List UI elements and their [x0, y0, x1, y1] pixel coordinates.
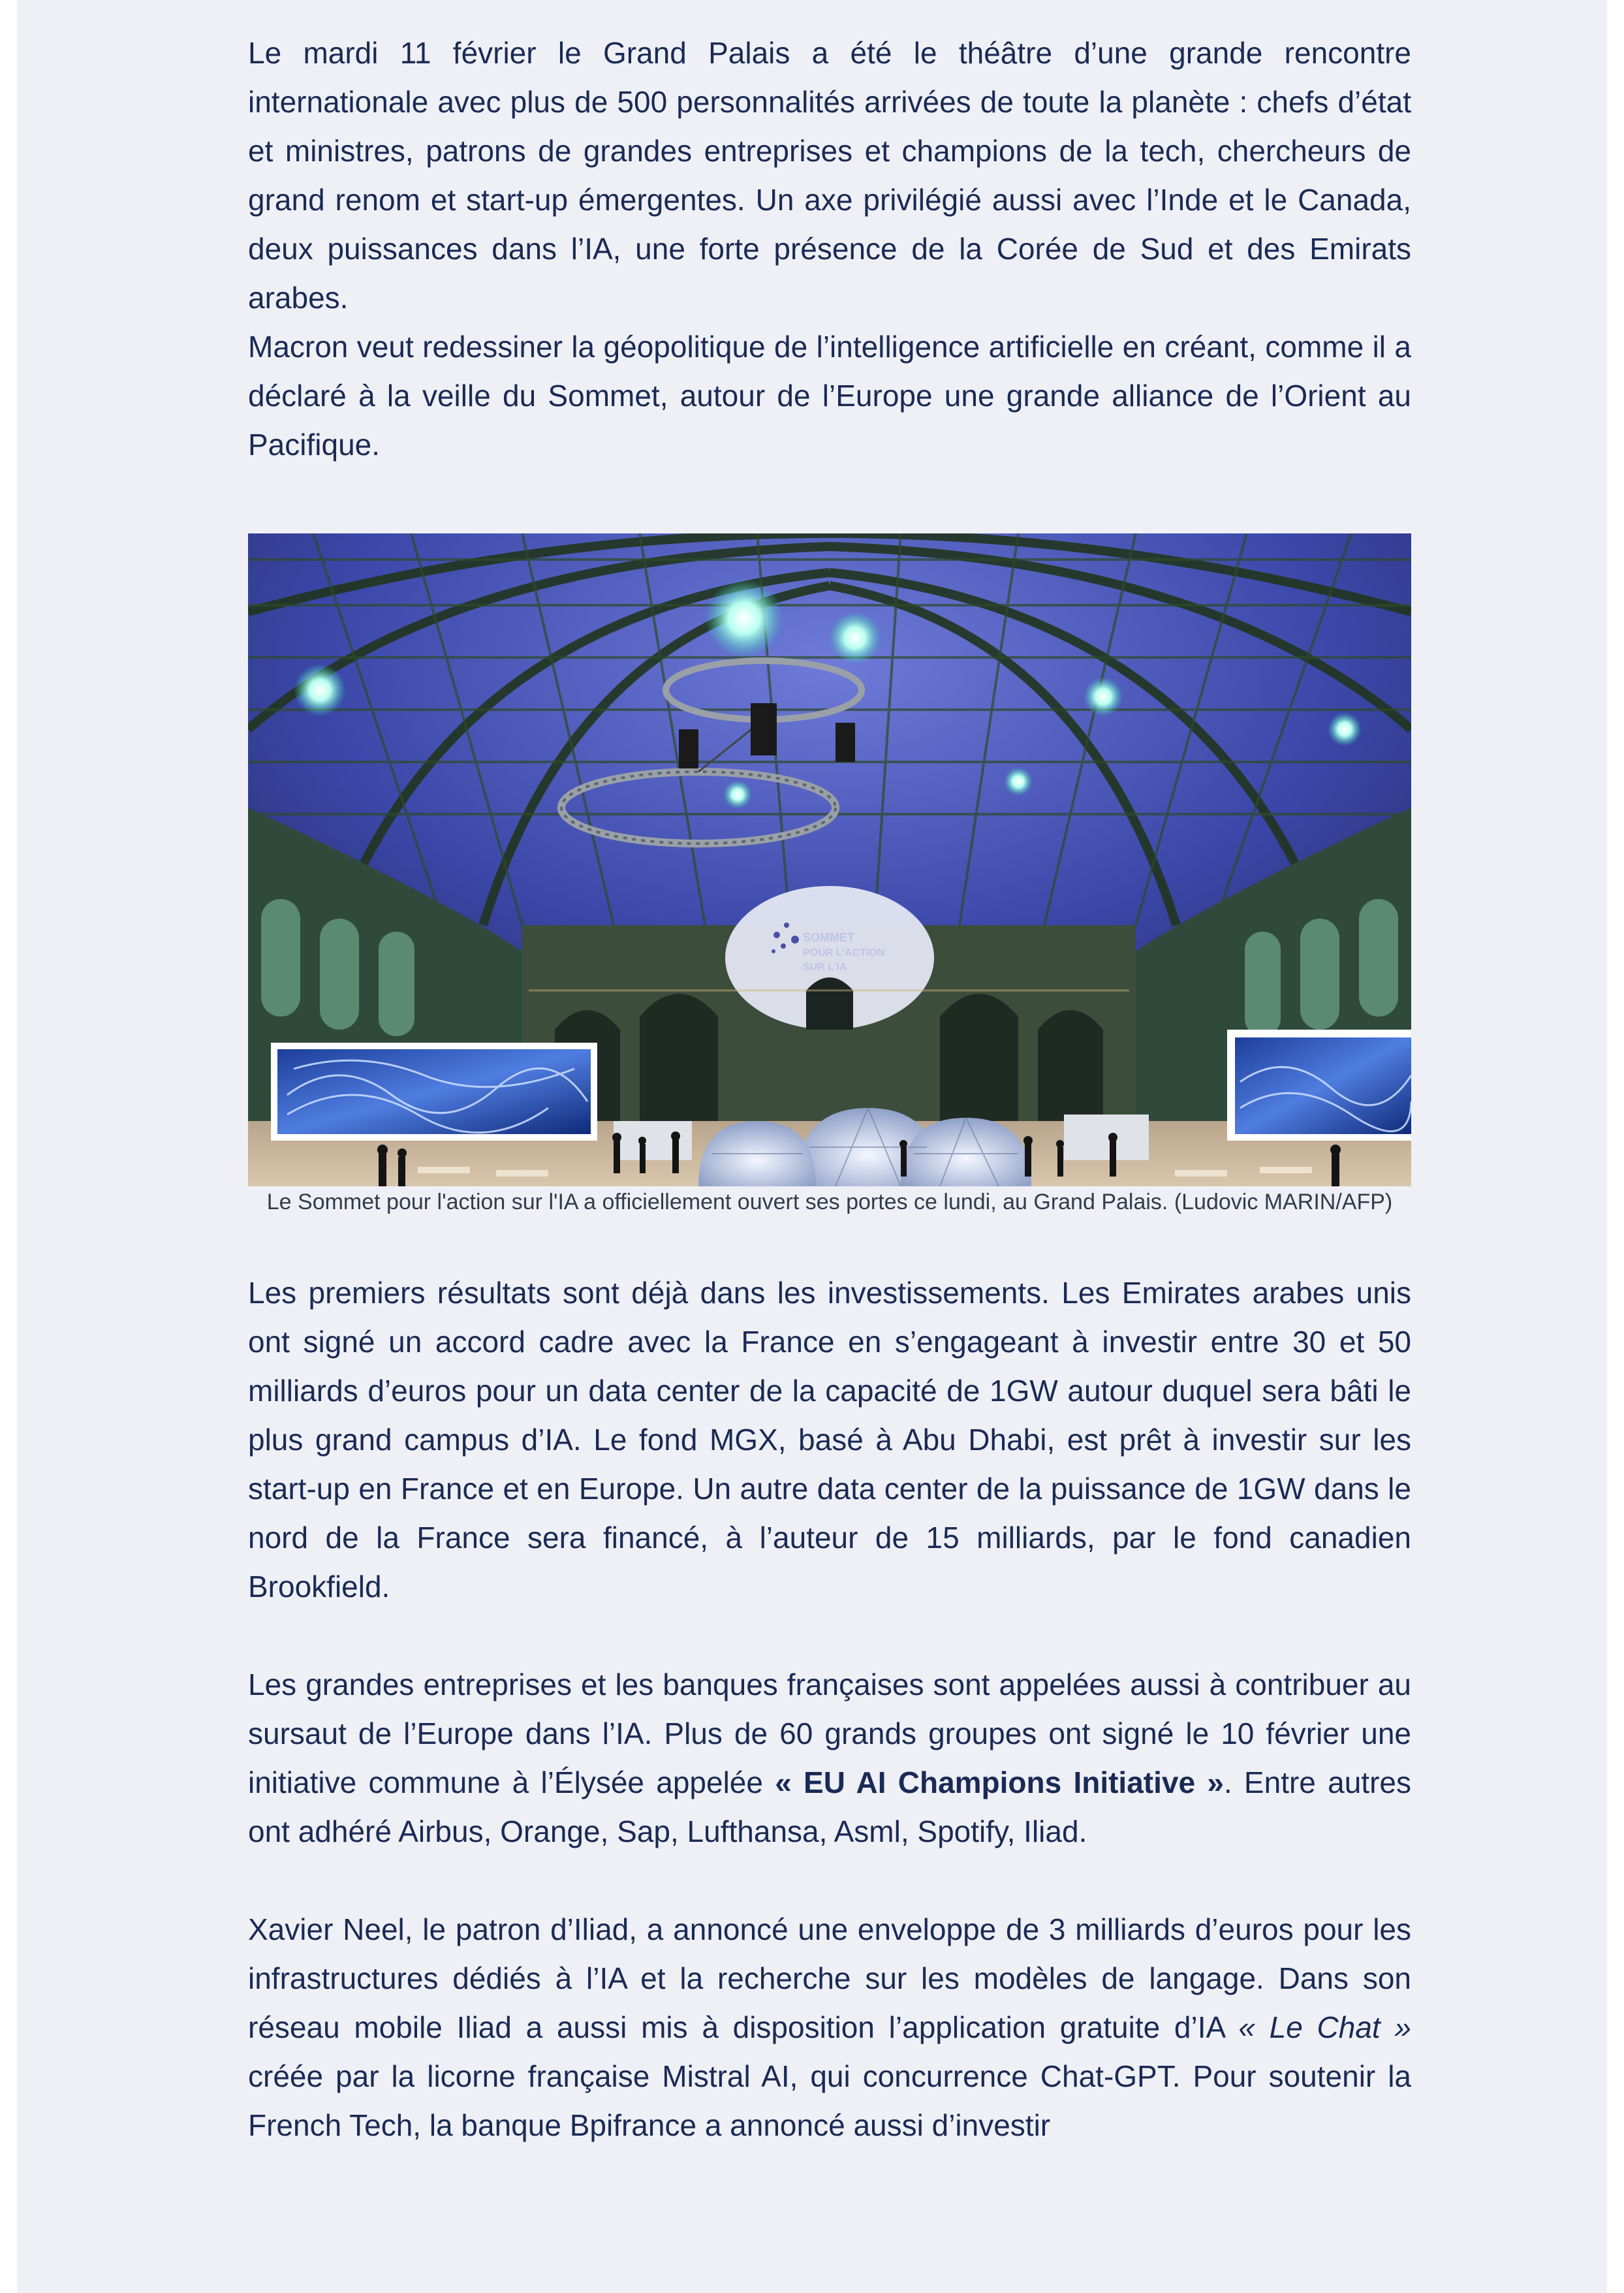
le-chat-app-name: « Le Chat »: [1238, 2010, 1411, 2044]
eu-ai-champions-initiative-name: « EU AI Champions Initiative »: [775, 1765, 1224, 1799]
paragraph-investments: Les premiers résultats sont déjà dans les investissements. Les Emirates arabes unis ont signé un accord cadre avec la France en s’engageant à investir entre 30 et 50 milliards d’euros pour un data center de la capacité de 1GW autour duquel sera bâti le plus grand campus d’IA. Le fond MGX, basé à Abu Dhabi, est prêt à investir sur les start-up en France et en Europe. Un autre data center de la puissance de 1GW dans le nord de la France sera financé, à l’auteur de 15 milliards, par le fond canadien Brookfield.: [248, 1276, 1411, 1604]
summit-logo-line3: SUR L’IA: [803, 962, 847, 973]
grand-palais-photo: [248, 533, 1411, 1186]
paragraph-xavier-neel-start: Xavier Neel, le patron d’Iliad, a annoncé une enveloppe de 3 milliards d’euros pour les infrastructures dédiés à l’IA et la recherche sur les modèles de langage. Dans son réseau mobile Iliad a aussi mis à disposition l’application gratuite d’IA: [248, 1912, 1411, 2044]
paragraph-eu-ai-champions-start: Les grandes entreprises et les banques françaises sont appelées aussi à contribuer au sursaut de l’Europe dans l’IA. Plus de 60 grands groupes ont signé le 10 février une initiative commune à l’Élysée appelée: [248, 1668, 1411, 1799]
paragraph-summit-intro: Le mardi 11 février le Grand Palais a été le théâtre d’une grande rencontre internationale avec plus de 500 personnalités arrivées de toute la planète : chefs d’état et ministres, patrons de grandes entreprises et champions de la tech, chercheurs de grand renom et start-up émergentes. Un axe privilégié aussi avec l’Inde et le Canada, deux puissances dans l’IA, une forte présence de la Corée de Sud et des Emirats arabes.: [248, 36, 1411, 315]
photo-caption: Le Sommet pour l'action sur l'IA a officiellement ouvert ses portes ce lundi, au Grand Palais. (Ludovic MARIN/AFP): [266, 1190, 1393, 1214]
paragraph-eu-ai-champions-end: . Entre autres ont adhéré Airbus, Orange, Sap, Lufthansa, Asml, Spotify, Iliad.: [248, 1765, 1411, 1848]
paragraph-xavier-neel-end: créée par la licorne française Mistral AI, qui concurrence Chat-GPT. Pour soutenir la French Tech, la banque Bpifrance a annoncé aussi d’investir: [248, 2059, 1411, 2142]
paragraph-eu-ai-champions: [248, 1660, 1411, 1856]
paragraph-macron-geopolitics: Macron veut redessiner la géopolitique de l’intelligence artificielle en créant, comme il a déclaré à la veille du Sommet, autour de l’Europe une grande alliance de l’Orient au Pacifique.: [248, 330, 1411, 462]
summit-logo-line2: POUR L’ACTION: [803, 947, 885, 958]
document-page: [17, 0, 1607, 2293]
paragraph-xavier-neel: [248, 1905, 1411, 2150]
photo-figure: [248, 533, 1411, 1216]
article-body: [248, 29, 1411, 2150]
summit-logo-line1: SOMMET: [803, 931, 854, 944]
